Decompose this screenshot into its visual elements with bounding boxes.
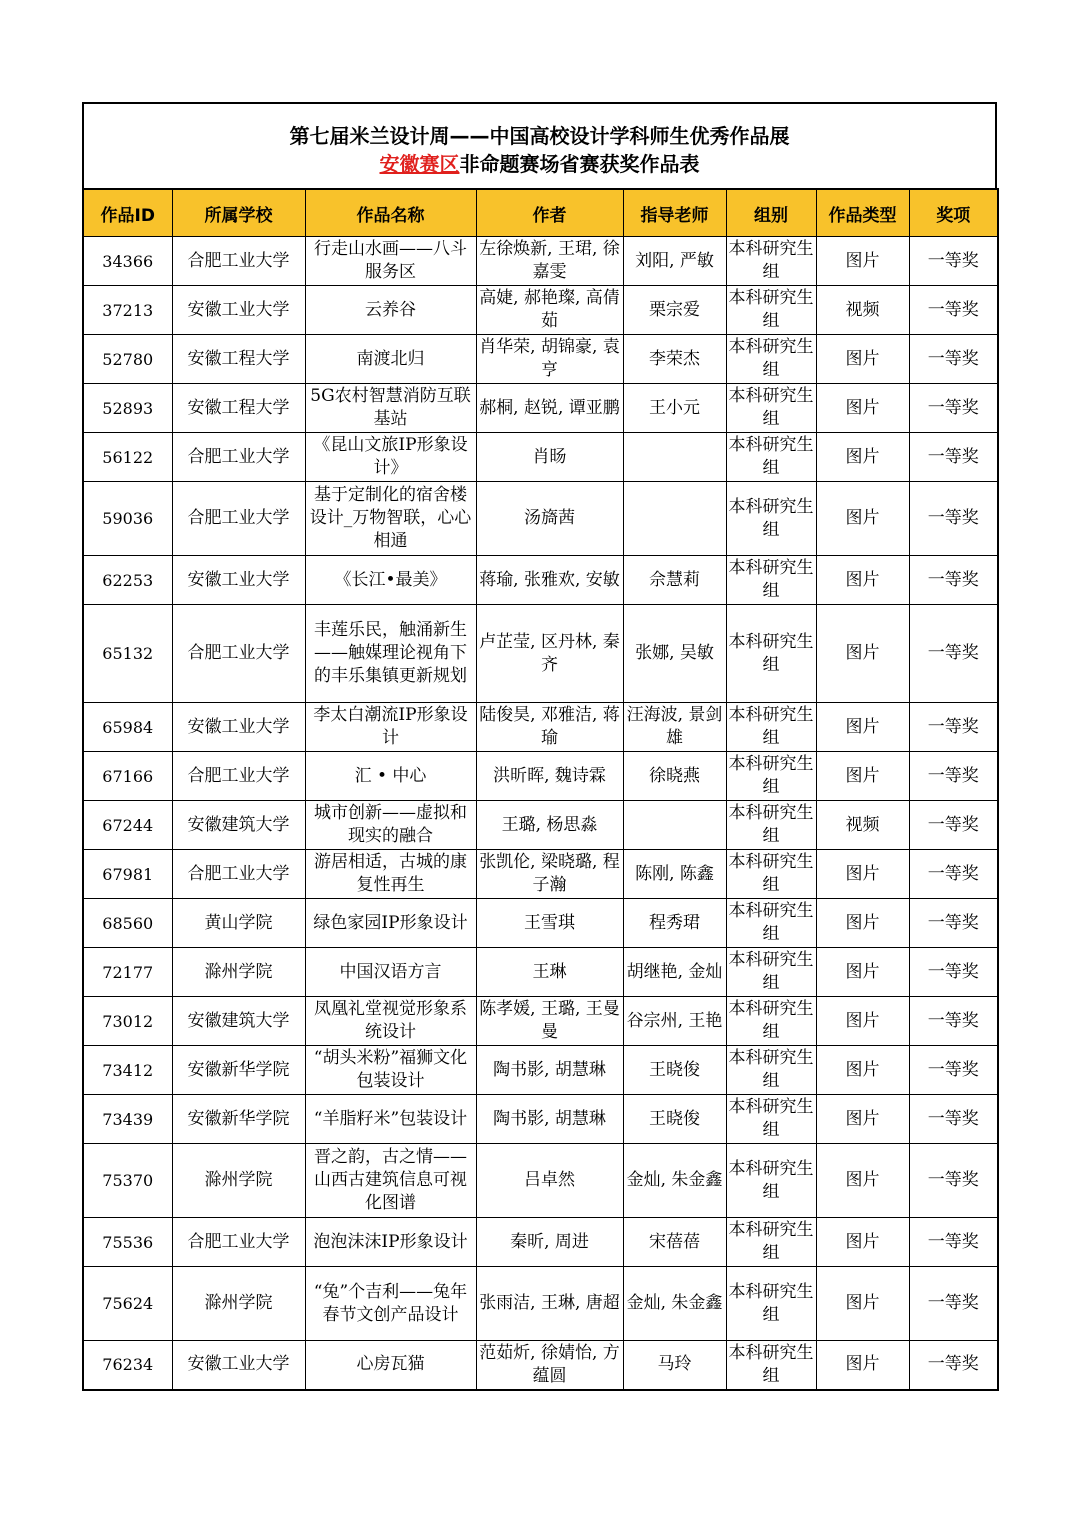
cell-award: 一等奖 bbox=[909, 997, 998, 1046]
cell-award: 一等奖 bbox=[909, 1144, 998, 1218]
cell-type: 图片 bbox=[816, 335, 909, 384]
table-row bbox=[83, 703, 998, 752]
cell-author: 王琳 bbox=[476, 948, 623, 997]
cell-group: 本科研究生组 bbox=[726, 899, 816, 948]
cell-group: 本科研究生组 bbox=[726, 997, 816, 1046]
award-sheet bbox=[82, 102, 997, 1391]
cell-teacher: 金灿, 朱金鑫 bbox=[623, 1267, 726, 1341]
cell-school: 安徽建筑大学 bbox=[172, 801, 305, 850]
cell-name: “兔”个吉利——兔年春节文创产品设计 bbox=[305, 1267, 476, 1341]
cell-group: 本科研究生组 bbox=[726, 335, 816, 384]
cell-type: 图片 bbox=[816, 752, 909, 801]
cell-author: 陆俊昊, 邓雅洁, 蒋瑜 bbox=[476, 703, 623, 752]
cell-type: 视频 bbox=[816, 286, 909, 335]
cell-type: 图片 bbox=[816, 1341, 909, 1390]
cell-type: 图片 bbox=[816, 1267, 909, 1341]
cell-award: 一等奖 bbox=[909, 335, 998, 384]
cell-author: 张凯伦, 梁晓璐, 程子瀚 bbox=[476, 850, 623, 899]
cell-type: 图片 bbox=[816, 1218, 909, 1267]
cell-author: 汤旖茜 bbox=[476, 482, 623, 556]
cell-teacher: 徐晓燕 bbox=[623, 752, 726, 801]
cell-id: 65984 bbox=[83, 703, 172, 752]
cell-school: 安徽工业大学 bbox=[172, 286, 305, 335]
cell-id: 65132 bbox=[83, 605, 172, 703]
col-header-id: 作品ID bbox=[83, 189, 172, 237]
cell-name: 丰莲乐民，触涌新生——触媒理论视角下的丰乐集镇更新规划 bbox=[305, 605, 476, 703]
cell-school: 安徽工业大学 bbox=[172, 556, 305, 605]
table-row bbox=[83, 801, 998, 850]
col-header-award: 奖项 bbox=[909, 189, 998, 237]
cell-group: 本科研究生组 bbox=[726, 384, 816, 433]
cell-school: 安徽工业大学 bbox=[172, 1341, 305, 1390]
cell-award: 一等奖 bbox=[909, 482, 998, 556]
cell-group: 本科研究生组 bbox=[726, 752, 816, 801]
cell-award: 一等奖 bbox=[909, 286, 998, 335]
cell-id: 56122 bbox=[83, 433, 172, 482]
cell-school: 滁州学院 bbox=[172, 1267, 305, 1341]
cell-group: 本科研究生组 bbox=[726, 1341, 816, 1390]
cell-award: 一等奖 bbox=[909, 1095, 998, 1144]
header-row bbox=[83, 189, 998, 237]
cell-name: “胡头米粉”福狮文化包装设计 bbox=[305, 1046, 476, 1095]
cell-id: 73439 bbox=[83, 1095, 172, 1144]
cell-id: 67166 bbox=[83, 752, 172, 801]
cell-school: 合肥工业大学 bbox=[172, 237, 305, 286]
cell-award: 一等奖 bbox=[909, 899, 998, 948]
cell-group: 本科研究生组 bbox=[726, 237, 816, 286]
cell-school: 安徽新华学院 bbox=[172, 1046, 305, 1095]
cell-type: 图片 bbox=[816, 605, 909, 703]
cell-name: 《昆山文旅IP形象设计》 bbox=[305, 433, 476, 482]
cell-name: 李太白潮流IP形象设计 bbox=[305, 703, 476, 752]
cell-award: 一等奖 bbox=[909, 1046, 998, 1095]
cell-group: 本科研究生组 bbox=[726, 1046, 816, 1095]
cell-teacher: 刘阳, 严敏 bbox=[623, 237, 726, 286]
cell-school: 合肥工业大学 bbox=[172, 850, 305, 899]
col-header-author: 作者 bbox=[476, 189, 623, 237]
cell-author: 王璐, 杨思淼 bbox=[476, 801, 623, 850]
cell-author: 肖华荣, 胡锦豪, 袁亨 bbox=[476, 335, 623, 384]
cell-teacher: 汪海波, 景剑雄 bbox=[623, 703, 726, 752]
col-header-school: 所属学校 bbox=[172, 189, 305, 237]
cell-teacher: 马玲 bbox=[623, 1341, 726, 1390]
cell-award: 一等奖 bbox=[909, 1341, 998, 1390]
cell-id: 73012 bbox=[83, 997, 172, 1046]
cell-teacher: 金灿, 朱金鑫 bbox=[623, 1144, 726, 1218]
cell-teacher: 栗宗爱 bbox=[623, 286, 726, 335]
cell-author: 洪昕晖, 魏诗霖 bbox=[476, 752, 623, 801]
cell-author: 肖旸 bbox=[476, 433, 623, 482]
table-row bbox=[83, 752, 998, 801]
cell-author: 郝桐, 赵锐, 谭亚鹏 bbox=[476, 384, 623, 433]
cell-author: 吕卓然 bbox=[476, 1144, 623, 1218]
cell-award: 一等奖 bbox=[909, 237, 998, 286]
cell-award: 一等奖 bbox=[909, 384, 998, 433]
cell-teacher: 宋蓓蓓 bbox=[623, 1218, 726, 1267]
cell-teacher: 胡继艳, 金灿 bbox=[623, 948, 726, 997]
cell-teacher: 王晓俊 bbox=[623, 1046, 726, 1095]
cell-school: 合肥工业大学 bbox=[172, 433, 305, 482]
cell-name: “羊脂籽米”包装设计 bbox=[305, 1095, 476, 1144]
table-row bbox=[83, 1144, 998, 1218]
cell-teacher: 王晓俊 bbox=[623, 1095, 726, 1144]
cell-group: 本科研究生组 bbox=[726, 1095, 816, 1144]
cell-name: 南渡北归 bbox=[305, 335, 476, 384]
cell-name: 心房瓦猫 bbox=[305, 1341, 476, 1390]
cell-author: 张雨洁, 王琳, 唐超 bbox=[476, 1267, 623, 1341]
table-row bbox=[83, 482, 998, 556]
table-row bbox=[83, 286, 998, 335]
cell-name: 晋之韵，古之情——山西古建筑信息可视化图谱 bbox=[305, 1144, 476, 1218]
cell-id: 67981 bbox=[83, 850, 172, 899]
col-header-group: 组别 bbox=[726, 189, 816, 237]
cell-teacher: 程秀珺 bbox=[623, 899, 726, 948]
cell-teacher bbox=[623, 801, 726, 850]
cell-award: 一等奖 bbox=[909, 605, 998, 703]
cell-name: 《长江•最美》 bbox=[305, 556, 476, 605]
cell-teacher bbox=[623, 482, 726, 556]
cell-group: 本科研究生组 bbox=[726, 1144, 816, 1218]
cell-name: 城市创新——虚拟和现实的融合 bbox=[305, 801, 476, 850]
col-header-name: 作品名称 bbox=[305, 189, 476, 237]
cell-author: 陈孝媛, 王璐, 王曼曼 bbox=[476, 997, 623, 1046]
cell-school: 合肥工业大学 bbox=[172, 752, 305, 801]
cell-name: 凤凰礼堂视觉形象系统设计 bbox=[305, 997, 476, 1046]
cell-id: 37213 bbox=[83, 286, 172, 335]
page-title: 第七届米兰设计周——中国高校设计学科师生优秀作品展 bbox=[289, 124, 790, 148]
cell-teacher: 李荣杰 bbox=[623, 335, 726, 384]
cell-name: 中国汉语方言 bbox=[305, 948, 476, 997]
cell-author: 秦昕, 周进 bbox=[476, 1218, 623, 1267]
cell-award: 一等奖 bbox=[909, 801, 998, 850]
cell-type: 图片 bbox=[816, 384, 909, 433]
cell-author: 王雪琪 bbox=[476, 899, 623, 948]
cell-id: 75536 bbox=[83, 1218, 172, 1267]
cell-group: 本科研究生组 bbox=[726, 482, 816, 556]
cell-author: 左徐焕新, 王珺, 徐嘉雯 bbox=[476, 237, 623, 286]
cell-id: 73412 bbox=[83, 1046, 172, 1095]
cell-school: 合肥工业大学 bbox=[172, 482, 305, 556]
cell-id: 75624 bbox=[83, 1267, 172, 1341]
cell-group: 本科研究生组 bbox=[726, 286, 816, 335]
cell-teacher: 王小元 bbox=[623, 384, 726, 433]
cell-name: 基于定制化的宿舍楼设计_万物智联，心心相通 bbox=[305, 482, 476, 556]
cell-school: 安徽工程大学 bbox=[172, 335, 305, 384]
cell-school: 安徽建筑大学 bbox=[172, 997, 305, 1046]
cell-id: 76234 bbox=[83, 1341, 172, 1390]
cell-id: 72177 bbox=[83, 948, 172, 997]
col-header-type: 作品类型 bbox=[816, 189, 909, 237]
cell-group: 本科研究生组 bbox=[726, 605, 816, 703]
cell-author: 卢芷莹, 区丹林, 秦齐 bbox=[476, 605, 623, 703]
table-row bbox=[83, 556, 998, 605]
cell-id: 52780 bbox=[83, 335, 172, 384]
cell-type: 图片 bbox=[816, 237, 909, 286]
cell-group: 本科研究生组 bbox=[726, 801, 816, 850]
cell-author: 陶书影, 胡慧琳 bbox=[476, 1046, 623, 1095]
cell-author: 范茹炘, 徐婧怡, 方蕴圆 bbox=[476, 1341, 623, 1390]
cell-name: 绿色家园IP形象设计 bbox=[305, 899, 476, 948]
cell-author: 陶书影, 胡慧琳 bbox=[476, 1095, 623, 1144]
cell-name: 云养谷 bbox=[305, 286, 476, 335]
cell-id: 67244 bbox=[83, 801, 172, 850]
cell-name: 行走山水画——八斗服务区 bbox=[305, 237, 476, 286]
cell-school: 合肥工业大学 bbox=[172, 605, 305, 703]
cell-type: 图片 bbox=[816, 482, 909, 556]
page-subtitle bbox=[84, 150, 995, 178]
cell-id: 52893 bbox=[83, 384, 172, 433]
cell-school: 滁州学院 bbox=[172, 948, 305, 997]
cell-author: 高婕, 郝艳璨, 高倩茹 bbox=[476, 286, 623, 335]
cell-group: 本科研究生组 bbox=[726, 948, 816, 997]
award-table bbox=[82, 188, 999, 1391]
cell-teacher: 谷宗州, 王艳 bbox=[623, 997, 726, 1046]
cell-school: 安徽新华学院 bbox=[172, 1095, 305, 1144]
cell-school: 安徽工程大学 bbox=[172, 384, 305, 433]
cell-school: 黄山学院 bbox=[172, 899, 305, 948]
title-region: 安徽赛区 bbox=[379, 152, 460, 176]
cell-group: 本科研究生组 bbox=[726, 433, 816, 482]
cell-type: 视频 bbox=[816, 801, 909, 850]
cell-id: 34366 bbox=[83, 237, 172, 286]
cell-id: 75370 bbox=[83, 1144, 172, 1218]
cell-school: 安徽工业大学 bbox=[172, 703, 305, 752]
cell-type: 图片 bbox=[816, 1144, 909, 1218]
table-row bbox=[83, 605, 998, 703]
cell-type: 图片 bbox=[816, 1046, 909, 1095]
cell-type: 图片 bbox=[816, 850, 909, 899]
cell-award: 一等奖 bbox=[909, 1267, 998, 1341]
cell-teacher bbox=[623, 433, 726, 482]
table-row bbox=[83, 237, 998, 286]
table-row bbox=[83, 384, 998, 433]
cell-group: 本科研究生组 bbox=[726, 1218, 816, 1267]
cell-id: 62253 bbox=[83, 556, 172, 605]
table-row bbox=[83, 1046, 998, 1095]
table-row bbox=[83, 335, 998, 384]
cell-award: 一等奖 bbox=[909, 433, 998, 482]
cell-award: 一等奖 bbox=[909, 703, 998, 752]
cell-group: 本科研究生组 bbox=[726, 556, 816, 605]
cell-award: 一等奖 bbox=[909, 850, 998, 899]
cell-group: 本科研究生组 bbox=[726, 850, 816, 899]
table-row bbox=[83, 948, 998, 997]
cell-teacher: 佘慧莉 bbox=[623, 556, 726, 605]
cell-type: 图片 bbox=[816, 899, 909, 948]
cell-type: 图片 bbox=[816, 1095, 909, 1144]
cell-name: 5G农村智慧消防互联基站 bbox=[305, 384, 476, 433]
table-row bbox=[83, 1095, 998, 1144]
cell-teacher: 陈刚, 陈鑫 bbox=[623, 850, 726, 899]
cell-award: 一等奖 bbox=[909, 1218, 998, 1267]
cell-school: 合肥工业大学 bbox=[172, 1218, 305, 1267]
cell-type: 图片 bbox=[816, 556, 909, 605]
cell-author: 蒋瑜, 张雅欢, 安敏 bbox=[476, 556, 623, 605]
title-box bbox=[82, 102, 997, 188]
cell-type: 图片 bbox=[816, 997, 909, 1046]
table-row bbox=[83, 1267, 998, 1341]
cell-award: 一等奖 bbox=[909, 752, 998, 801]
cell-group: 本科研究生组 bbox=[726, 1267, 816, 1341]
cell-name: 汇 • 中心 bbox=[305, 752, 476, 801]
title-rest: 非命题赛场省赛获奖作品表 bbox=[459, 152, 700, 176]
table-row bbox=[83, 899, 998, 948]
table-row bbox=[83, 997, 998, 1046]
cell-type: 图片 bbox=[816, 703, 909, 752]
col-header-teacher: 指导老师 bbox=[623, 189, 726, 237]
cell-type: 图片 bbox=[816, 433, 909, 482]
cell-school: 滁州学院 bbox=[172, 1144, 305, 1218]
cell-type: 图片 bbox=[816, 948, 909, 997]
cell-award: 一等奖 bbox=[909, 948, 998, 997]
cell-name: 游居相适，古城的康复性再生 bbox=[305, 850, 476, 899]
table-row bbox=[83, 1341, 998, 1390]
table-body bbox=[83, 237, 998, 1390]
cell-name: 泡泡沫沫IP形象设计 bbox=[305, 1218, 476, 1267]
cell-id: 68560 bbox=[83, 899, 172, 948]
cell-award: 一等奖 bbox=[909, 556, 998, 605]
table-row bbox=[83, 1218, 998, 1267]
cell-teacher: 张娜, 吴敏 bbox=[623, 605, 726, 703]
cell-id: 59036 bbox=[83, 482, 172, 556]
table-row bbox=[83, 850, 998, 899]
table-row bbox=[83, 433, 998, 482]
cell-group: 本科研究生组 bbox=[726, 703, 816, 752]
